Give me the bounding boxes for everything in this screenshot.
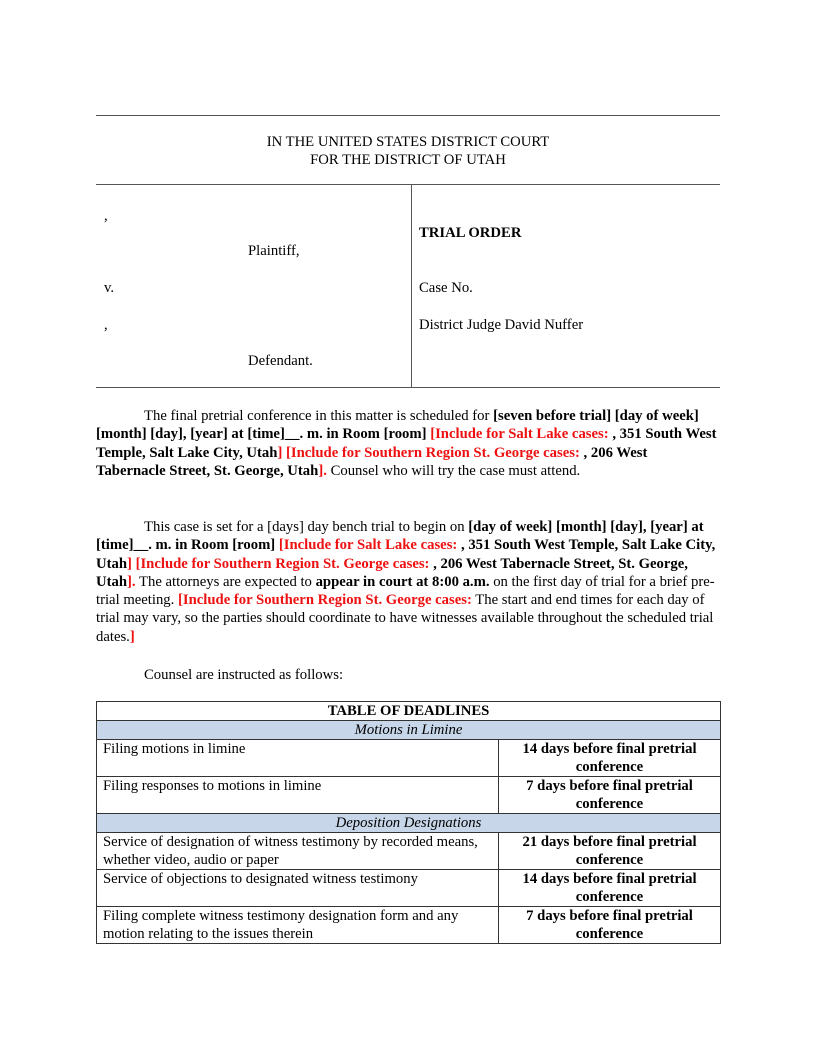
table-row (97, 740, 721, 777)
court-line-2: FOR THE DISTRICT OF UTAH (310, 152, 506, 168)
pretrial-datetime: [seven before trial] [day of week] [month] [day], [year] at [time]__. m. in Room [room] (96, 408, 699, 443)
trial-text-4: The start and end times for each day of trial may vary, so the parties should coordinate to have witnesses available throughout the scheduled trial dates. (96, 592, 714, 645)
instructions: Counsel are instructed as follows: (144, 667, 344, 683)
section-motions-in-limine: Motions in Limine (97, 721, 721, 740)
table-row (97, 907, 721, 944)
task-cell: Filing responses to motions in limine (97, 777, 499, 814)
pretrial-st-george-address: , 206 West Tabernacle Street, St. George, Utah (96, 444, 648, 479)
plaintiff-label: Plaintiff, (248, 243, 300, 259)
versus: v. (104, 280, 115, 296)
pretrial-text-1: The final pretrial conference in this matter is scheduled for (144, 408, 494, 424)
trial-st-george-address: , 206 West Tabernacle Street, St. George, Utah (96, 555, 688, 590)
case-number: Case No. (419, 280, 473, 296)
trial-salt-lake-note: [Include for Salt Lake cases: (275, 537, 461, 554)
section-deposition-designations: Deposition Designations (97, 814, 721, 833)
pretrial-st-george-note: ] [Include for Southern Region St. George cases: (277, 444, 584, 461)
deadline-cell: 14 days before final pretrial conference (499, 870, 721, 907)
trial-appear-time: appear in court at 8:00 a.m. (315, 573, 490, 590)
task-cell: Filing complete witness testimony designation form and any motion relating to the issues therein (97, 907, 499, 944)
trial-st-george-note-2: [Include for Southern Region St. George cases: (177, 592, 472, 609)
top-rule (96, 115, 720, 116)
table-row (97, 833, 721, 870)
pretrial-salt-lake-note: [Include for Salt Lake cases: (426, 426, 613, 443)
trial-note-close: ]. (127, 573, 136, 590)
table-row (97, 870, 721, 907)
deadline-cell: 7 days before final pretrial conference (499, 777, 721, 814)
pretrial-text-2: Counsel who will try the case must attend. (326, 462, 581, 479)
pretrial-paragraph (96, 407, 720, 480)
section-row (97, 721, 721, 740)
caption-top-rule (96, 184, 720, 185)
table-title: TABLE OF DEADLINES (97, 702, 721, 721)
defendant-name: , (104, 317, 108, 333)
deadline-cell: 21 days before final pretrial conference (499, 833, 721, 870)
table-title-row (97, 702, 721, 721)
trial-text-2: The attorneys are expected to (135, 573, 316, 590)
order-title: TRIAL ORDER (419, 225, 522, 241)
caption-divider (411, 184, 412, 387)
trial-note-close-2: ] (129, 628, 135, 645)
trial-paragraph (96, 518, 720, 646)
trial-datetime: [day of week] [month] [day], [year] at [time]__. m. in Room [room] (96, 519, 704, 554)
trial-text-3: on the first day of trial for a brief pre-trial meeting. (96, 573, 715, 609)
section-row (97, 814, 721, 833)
court-heading (96, 133, 720, 169)
trial-text-1: This case is set for a [days] day bench trial to begin on (144, 519, 469, 535)
judge-name: District Judge David Nuffer (419, 317, 584, 333)
deadlines-table (96, 701, 721, 944)
task-cell: Service of designation of witness testimony by recorded means, whether video, audio or paper (97, 833, 499, 870)
court-line-1: IN THE UNITED STATES DISTRICT COURT (266, 134, 550, 150)
pretrial-salt-lake-address: , 351 South West Temple, Salt Lake City, Utah (96, 426, 717, 461)
deadline-cell: 14 days before final pretrial conference (499, 740, 721, 777)
defendant-label: Defendant. (248, 353, 313, 369)
task-cell: Filing motions in limine (97, 740, 499, 777)
caption-bottom-rule (96, 387, 720, 388)
task-cell: Service of objections to designated witness testimony (97, 870, 499, 907)
table-row (97, 777, 721, 814)
plaintiff-name: , (104, 208, 108, 224)
pretrial-note-close: ]. (318, 462, 327, 479)
trial-salt-lake-address: , 351 South West Temple, Salt Lake City, Utah (96, 537, 716, 572)
trial-st-george-note: ] [Include for Southern Region St. George cases: (127, 555, 434, 572)
deadline-cell: 7 days before final pretrial conference (499, 907, 721, 944)
